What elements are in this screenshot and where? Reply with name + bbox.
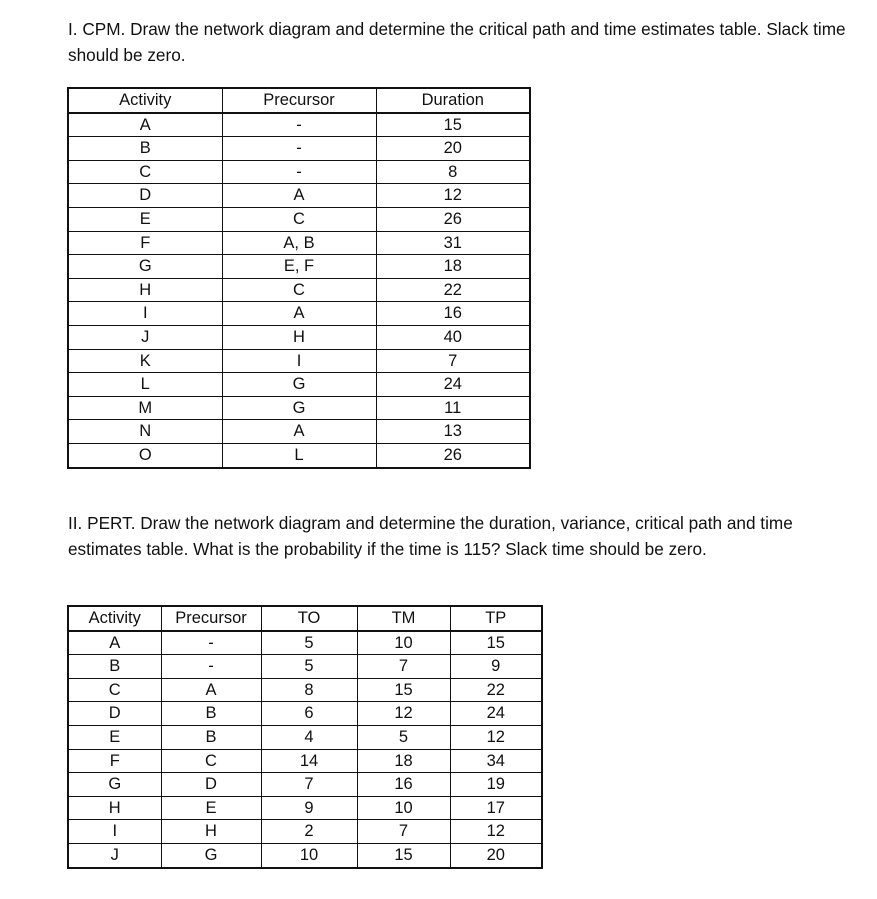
pert-header-to: TO bbox=[261, 606, 357, 631]
cpm-cell-duration: 12 bbox=[376, 184, 530, 208]
pert-cell-tp: 15 bbox=[450, 631, 542, 655]
pert-cell-tm: 15 bbox=[357, 843, 450, 867]
pert-cell-precursor: G bbox=[161, 843, 261, 867]
pert-cell-precursor: C bbox=[161, 749, 261, 773]
pert-cell-activity: F bbox=[68, 749, 161, 773]
cpm-table-row bbox=[68, 137, 530, 161]
pert-cell-precursor: H bbox=[161, 820, 261, 844]
pert-cell-to: 8 bbox=[261, 678, 357, 702]
cpm-cell-precursor: - bbox=[222, 137, 376, 161]
pert-cell-to: 9 bbox=[261, 796, 357, 820]
cpm-table-row bbox=[68, 231, 530, 255]
pert-cell-precursor: B bbox=[161, 725, 261, 749]
pert-header-precursor: Precursor bbox=[161, 606, 261, 631]
cpm-header-duration: Duration bbox=[376, 88, 530, 113]
cpm-cell-precursor: G bbox=[222, 373, 376, 397]
cpm-cell-duration: 16 bbox=[376, 302, 530, 326]
pert-table-row bbox=[68, 820, 542, 844]
pert-cell-to: 4 bbox=[261, 725, 357, 749]
pert-cell-activity: G bbox=[68, 773, 161, 797]
cpm-cell-precursor: I bbox=[222, 349, 376, 373]
cpm-cell-precursor: E, F bbox=[222, 255, 376, 279]
cpm-cell-activity: B bbox=[68, 137, 222, 161]
pert-header-tp: TP bbox=[450, 606, 542, 631]
pert-header-activity: Activity bbox=[68, 606, 161, 631]
pert-table-row bbox=[68, 749, 542, 773]
cpm-cell-duration: 20 bbox=[376, 137, 530, 161]
cpm-cell-duration: 11 bbox=[376, 396, 530, 420]
cpm-cell-activity: E bbox=[68, 207, 222, 231]
cpm-cell-activity: N bbox=[68, 420, 222, 444]
cpm-header-row bbox=[68, 88, 530, 113]
pert-cell-tm: 10 bbox=[357, 796, 450, 820]
cpm-table-row bbox=[68, 255, 530, 279]
cpm-cell-duration: 24 bbox=[376, 373, 530, 397]
cpm-cell-activity: L bbox=[68, 373, 222, 397]
pert-cell-tm: 15 bbox=[357, 678, 450, 702]
cpm-cell-duration: 8 bbox=[376, 160, 530, 184]
pert-table-row bbox=[68, 655, 542, 679]
cpm-table-row bbox=[68, 349, 530, 373]
pert-header-row bbox=[68, 606, 542, 631]
cpm-cell-precursor: C bbox=[222, 278, 376, 302]
cpm-table-row bbox=[68, 396, 530, 420]
pert-cell-precursor: B bbox=[161, 702, 261, 726]
cpm-cell-activity: F bbox=[68, 231, 222, 255]
cpm-cell-precursor: L bbox=[222, 443, 376, 467]
cpm-cell-duration: 26 bbox=[376, 443, 530, 467]
pert-instructions: II. PERT. Draw the network diagram and determine the duration, variance, critical path and time estimates table. What is the probability if the time is 115? Slack time should be zero. bbox=[68, 513, 793, 559]
cpm-cell-duration: 26 bbox=[376, 207, 530, 231]
pert-cell-activity: E bbox=[68, 725, 161, 749]
cpm-table-row bbox=[68, 278, 530, 302]
pert-cell-to: 5 bbox=[261, 631, 357, 655]
pert-cell-to: 7 bbox=[261, 773, 357, 797]
pert-cell-tp: 17 bbox=[450, 796, 542, 820]
cpm-cell-precursor: G bbox=[222, 396, 376, 420]
pert-cell-precursor: E bbox=[161, 796, 261, 820]
pert-header-tm: TM bbox=[357, 606, 450, 631]
pert-table-row bbox=[68, 702, 542, 726]
pert-cell-tm: 16 bbox=[357, 773, 450, 797]
pert-cell-precursor: D bbox=[161, 773, 261, 797]
cpm-table-row bbox=[68, 443, 530, 467]
pert-cell-precursor: A bbox=[161, 678, 261, 702]
pert-cell-activity: I bbox=[68, 820, 161, 844]
cpm-cell-precursor: - bbox=[222, 113, 376, 137]
pert-cell-tp: 20 bbox=[450, 843, 542, 867]
pert-table bbox=[67, 605, 543, 869]
pert-table-row bbox=[68, 843, 542, 867]
cpm-cell-activity: O bbox=[68, 443, 222, 467]
pert-cell-activity: H bbox=[68, 796, 161, 820]
cpm-cell-duration: 31 bbox=[376, 231, 530, 255]
cpm-header-activity: Activity bbox=[68, 88, 222, 113]
pert-cell-precursor: - bbox=[161, 631, 261, 655]
cpm-table-row bbox=[68, 207, 530, 231]
pert-table-row bbox=[68, 725, 542, 749]
pert-table-row bbox=[68, 796, 542, 820]
pert-cell-tm: 10 bbox=[357, 631, 450, 655]
cpm-table-row bbox=[68, 160, 530, 184]
pert-cell-activity: J bbox=[68, 843, 161, 867]
pert-cell-activity: C bbox=[68, 678, 161, 702]
cpm-cell-duration: 7 bbox=[376, 349, 530, 373]
pert-cell-tp: 9 bbox=[450, 655, 542, 679]
cpm-cell-activity: D bbox=[68, 184, 222, 208]
cpm-cell-activity: J bbox=[68, 325, 222, 349]
cpm-cell-precursor: - bbox=[222, 160, 376, 184]
cpm-cell-duration: 18 bbox=[376, 255, 530, 279]
pert-table-row bbox=[68, 678, 542, 702]
pert-cell-precursor: - bbox=[161, 655, 261, 679]
cpm-cell-activity: C bbox=[68, 160, 222, 184]
cpm-header-precursor: Precursor bbox=[222, 88, 376, 113]
cpm-cell-activity: H bbox=[68, 278, 222, 302]
cpm-instructions: I. CPM. Draw the network diagram and determine the critical path and time estimates table. Slack time should be zero. bbox=[68, 19, 846, 65]
pert-cell-to: 14 bbox=[261, 749, 357, 773]
cpm-cell-duration: 22 bbox=[376, 278, 530, 302]
cpm-cell-duration: 15 bbox=[376, 113, 530, 137]
cpm-cell-activity: G bbox=[68, 255, 222, 279]
pert-table-row bbox=[68, 773, 542, 797]
pert-cell-tp: 12 bbox=[450, 820, 542, 844]
cpm-table-row bbox=[68, 373, 530, 397]
cpm-cell-activity: M bbox=[68, 396, 222, 420]
cpm-table-row bbox=[68, 302, 530, 326]
cpm-cell-precursor: C bbox=[222, 207, 376, 231]
pert-cell-tm: 7 bbox=[357, 655, 450, 679]
pert-cell-activity: A bbox=[68, 631, 161, 655]
cpm-cell-duration: 40 bbox=[376, 325, 530, 349]
pert-cell-tp: 19 bbox=[450, 773, 542, 797]
cpm-cell-activity: K bbox=[68, 349, 222, 373]
pert-cell-tm: 18 bbox=[357, 749, 450, 773]
pert-cell-to: 2 bbox=[261, 820, 357, 844]
cpm-table-row bbox=[68, 420, 530, 444]
pert-cell-tp: 22 bbox=[450, 678, 542, 702]
pert-cell-to: 5 bbox=[261, 655, 357, 679]
pert-cell-tm: 7 bbox=[357, 820, 450, 844]
cpm-cell-precursor: A bbox=[222, 184, 376, 208]
cpm-cell-duration: 13 bbox=[376, 420, 530, 444]
cpm-table-row bbox=[68, 325, 530, 349]
pert-cell-tm: 12 bbox=[357, 702, 450, 726]
pert-cell-tm: 5 bbox=[357, 725, 450, 749]
cpm-table-row bbox=[68, 113, 530, 137]
pert-cell-to: 6 bbox=[261, 702, 357, 726]
pert-cell-to: 10 bbox=[261, 843, 357, 867]
pert-cell-activity: B bbox=[68, 655, 161, 679]
cpm-cell-activity: A bbox=[68, 113, 222, 137]
pert-cell-tp: 34 bbox=[450, 749, 542, 773]
pert-cell-tp: 24 bbox=[450, 702, 542, 726]
cpm-cell-precursor: H bbox=[222, 325, 376, 349]
cpm-cell-precursor: A, B bbox=[222, 231, 376, 255]
cpm-table bbox=[67, 87, 531, 469]
cpm-table-row bbox=[68, 184, 530, 208]
cpm-cell-precursor: A bbox=[222, 302, 376, 326]
cpm-cell-activity: I bbox=[68, 302, 222, 326]
pert-cell-tp: 12 bbox=[450, 725, 542, 749]
cpm-cell-precursor: A bbox=[222, 420, 376, 444]
pert-cell-activity: D bbox=[68, 702, 161, 726]
pert-table-row bbox=[68, 631, 542, 655]
